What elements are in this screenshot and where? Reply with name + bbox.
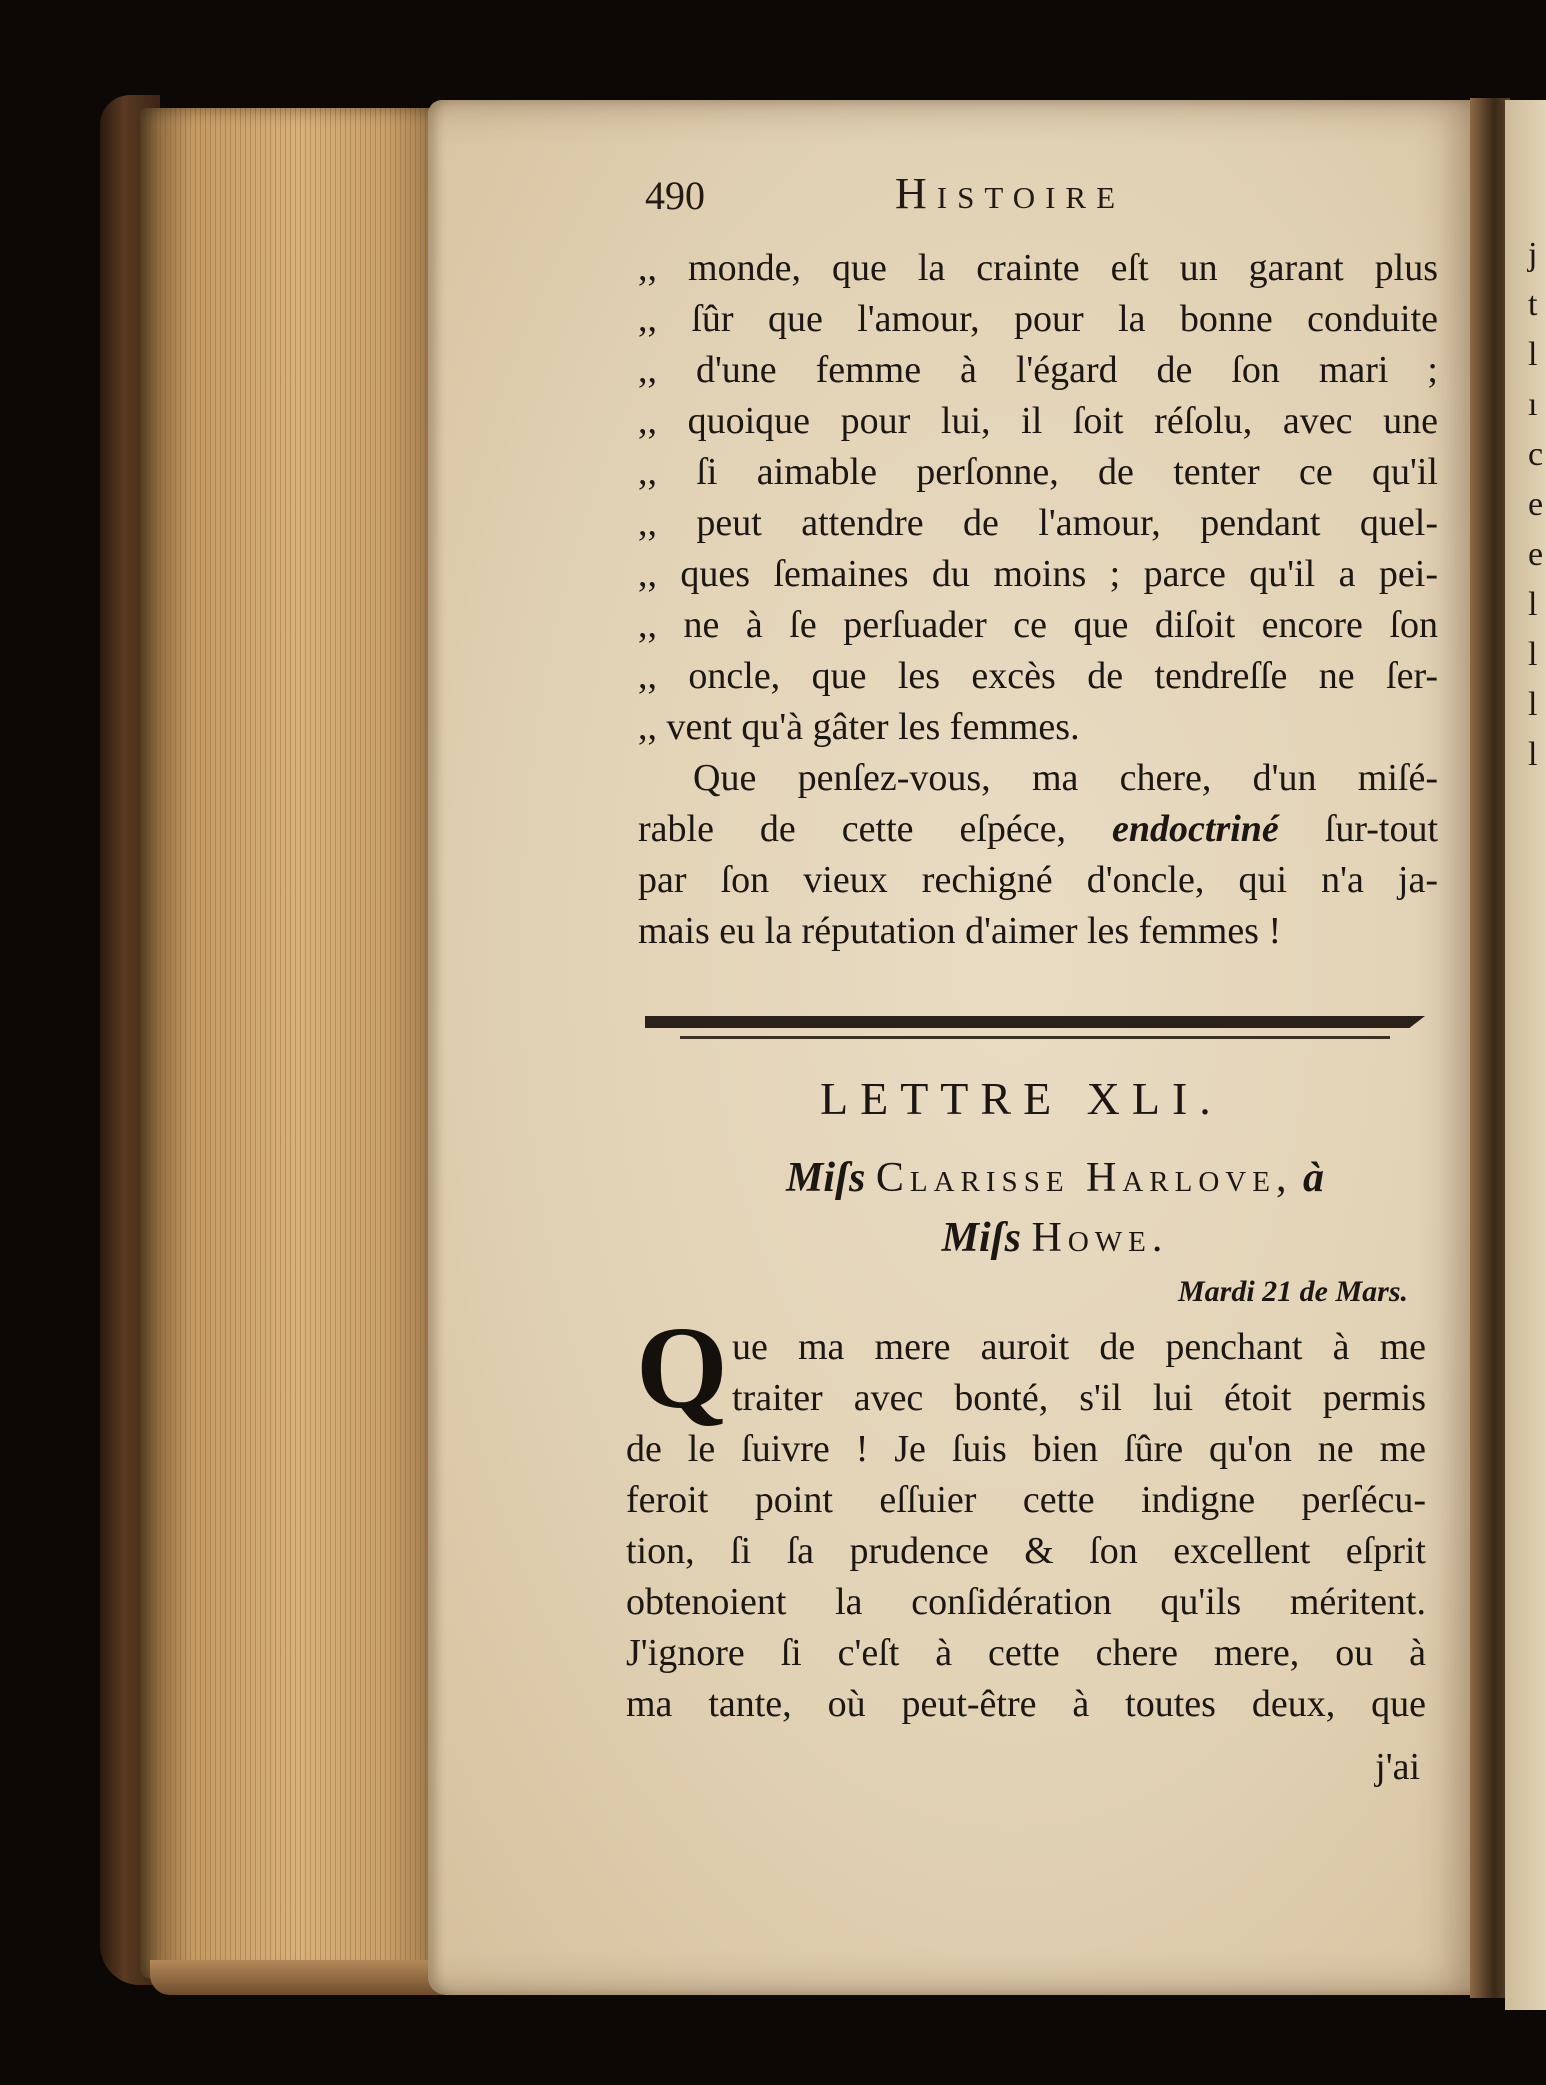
ornamental-rule-thick	[645, 1016, 1425, 1028]
text-line: ue ma mere auroit de penchant à me	[732, 1326, 1426, 1368]
text-line: ma tante, où peut-être à toutes deux, que	[626, 1683, 1426, 1725]
text-line: ,, monde, que la crainte eſt un garant plus	[638, 247, 1438, 289]
facing-letter: ı	[1528, 386, 1538, 423]
text-line: ,, ne à ſe perſuader ce que diſoit encore ſon	[638, 604, 1438, 646]
page-fore-edge	[140, 108, 430, 1978]
page-bottom-edge	[150, 1960, 450, 1995]
facing-letter: j	[1528, 236, 1538, 273]
text-line: ,, oncle, que les excès de tendreſſe ne ſer-	[638, 655, 1438, 697]
text-line-with-italic	[638, 804, 1438, 855]
text-line: tion, ſi ſa prudence & ſon excellent eſprit	[626, 1530, 1426, 1572]
addressee-line-2	[695, 1208, 1415, 1268]
text-line: traiter avec bonté, s'il lui étoit permis	[732, 1377, 1426, 1419]
catchword: j'ai	[1375, 1746, 1420, 1788]
facing-letter: t	[1528, 286, 1538, 323]
letter-title: LETTRE XLI.	[820, 1073, 1223, 1124]
top-paragraph	[638, 243, 1438, 957]
letter-body	[626, 1322, 1426, 1730]
letter-addressee	[695, 1148, 1415, 1268]
addressee-miss: Miſs	[786, 1155, 866, 1201]
text-line: Que penſez-vous, ma chere, d'un miſé-	[693, 757, 1438, 799]
addressee-name: Howe.	[1031, 1215, 1169, 1261]
facing-letter: e	[1528, 486, 1544, 523]
text-line: ,, d'une femme à l'égard de ſon mari ;	[638, 349, 1438, 391]
text-line: ,, ques ſemaines du moins ; parce qu'il a pei-	[638, 553, 1438, 595]
text-line: J'ignore ſi c'eſt à cette chere mere, ou à	[626, 1632, 1426, 1674]
letter-date: Mardi 21 de Mars.	[1177, 1275, 1408, 1308]
facing-letter: l	[1528, 686, 1538, 723]
text-line: obtenoient la conſidération qu'ils méritent.	[626, 1581, 1426, 1623]
addressee-miss: Miſs	[941, 1215, 1021, 1261]
facing-letter: c	[1528, 436, 1544, 473]
text-line: ,, peut attendre de l'amour, pendant quel-	[638, 502, 1438, 544]
text-line: ,, ſi aimable perſonne, de tenter ce qu'il	[638, 451, 1438, 493]
text-line: mais eu la réputation d'aimer les femmes !	[638, 910, 1282, 952]
running-title: Histoire	[895, 169, 1126, 218]
addressee-line-1	[695, 1148, 1415, 1208]
addressee-name: Clarisse Harlove,	[875, 1155, 1293, 1201]
facing-page-text	[1528, 230, 1546, 780]
facing-letter: e	[1528, 536, 1544, 573]
text-line: feroit point eſſuier cette indigne perſécu-	[626, 1479, 1426, 1521]
addressee-preposition: à	[1302, 1155, 1324, 1201]
facing-letter: l	[1528, 636, 1538, 673]
facing-letter: l	[1528, 336, 1538, 373]
text-segment: rable de cette eſpéce,	[638, 808, 1067, 850]
text-line: de le ſuivre ! Je ſuis bien ſûre qu'on ne me	[626, 1428, 1426, 1470]
text-line: ,, quoique pour lui, il ſoit réſolu, avec une	[638, 400, 1438, 442]
italic-word: endoctriné	[1112, 808, 1279, 850]
text-line: ,, vent qu'à gâter les femmes.	[638, 706, 1080, 748]
text-segment: ſur-tout	[1324, 808, 1439, 850]
text-line: ,, ſûr que l'amour, pour la bonne conduite	[638, 298, 1438, 340]
facing-letter: l	[1528, 736, 1538, 773]
book-gutter	[1470, 98, 1510, 1998]
drop-cap: Q	[636, 1302, 728, 1433]
text-line: par ſon vieux rechigné d'oncle, qui n'a ja-	[638, 859, 1438, 901]
page-number: 490	[645, 173, 705, 218]
ornamental-rule-thin	[680, 1036, 1390, 1039]
page-header	[645, 168, 1205, 228]
facing-letter: l	[1528, 586, 1538, 623]
